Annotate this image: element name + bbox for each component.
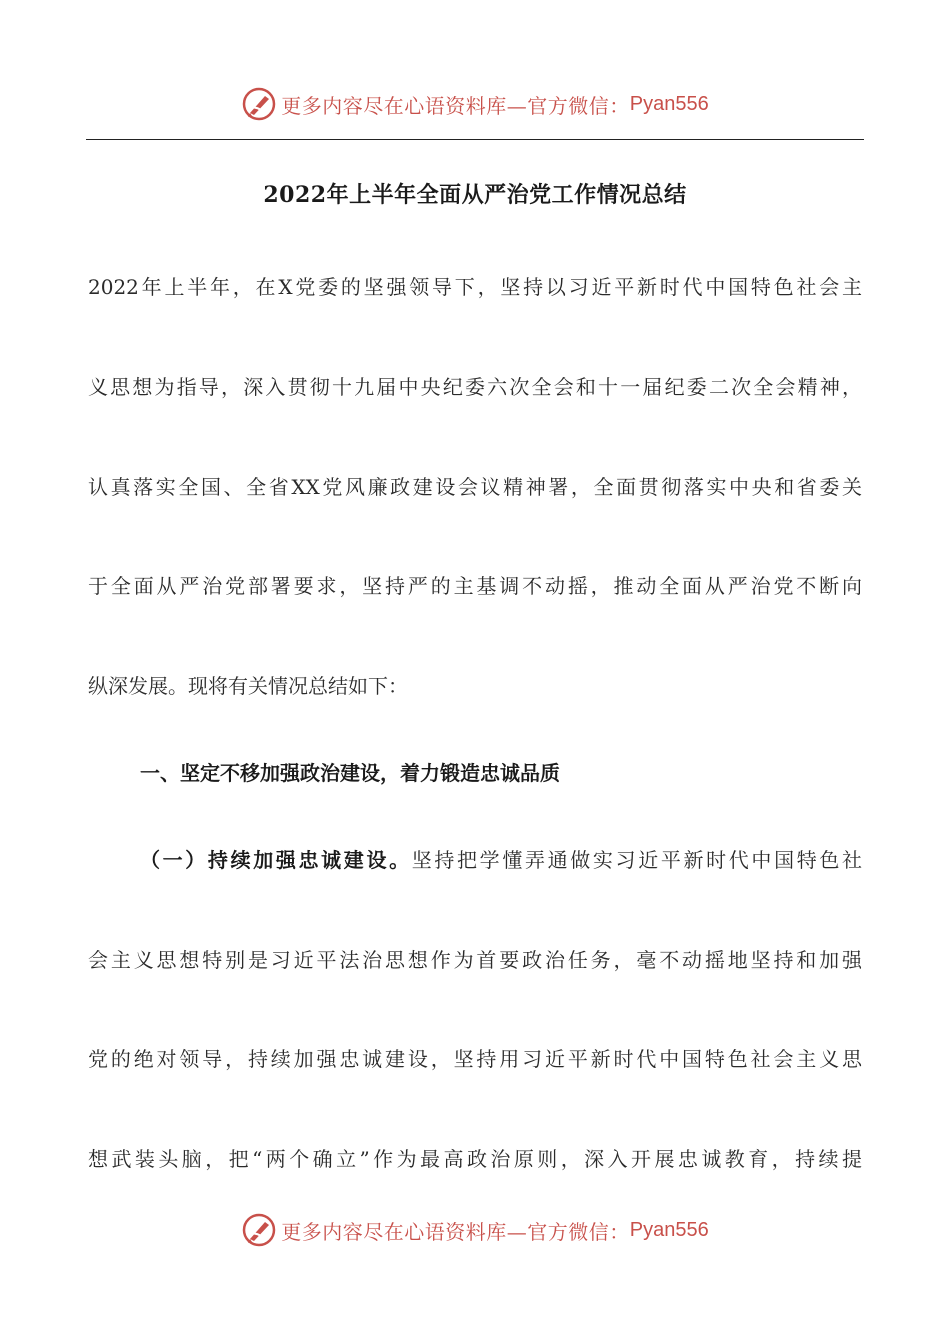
- paragraph-line: 想武装头脑，把“两个确立”作为最高政治原则，深入开展忠诚教育，持续提: [88, 1147, 862, 1171]
- paragraph-line: 义思想为指导，深入贯彻十九届中央纪委六次全会和十一届纪委二次全会精神，: [88, 375, 862, 399]
- section-heading: 一、坚定不移加强政治建设，着力锻造忠诚品质: [140, 761, 560, 785]
- footer-watermark: [0, 1208, 950, 1252]
- paragraph-line: 党的绝对领导，持续加强忠诚建设，坚持用习近平新时代中国特色社会主义思: [88, 1047, 862, 1071]
- watermark-id: Pyan556: [629, 92, 709, 115]
- paragraph-line: 会主义思想特别是习近平法治思想作为首要政治任务，毫不动摇地坚持和加强: [88, 948, 862, 972]
- paragraph-line: 认真落实全国、全省XX党风廉政建设会议精神署，全面贯彻落实中央和省委关: [88, 475, 862, 499]
- pen-logo-icon: [241, 1212, 277, 1248]
- header-watermark: [0, 82, 950, 126]
- paragraph-line: 2022年上半年，在X党委的坚强领导下，坚持以习近平新时代中国特色社会主: [88, 275, 862, 299]
- document-title: 2022年上半年全面从严治党工作情况总结: [263, 182, 687, 208]
- paragraph-line: 纵深发展。现将有关情况总结如下：: [88, 674, 408, 698]
- subsection-heading: （一）持续加强忠诚建设。: [140, 848, 412, 872]
- paragraph-line: 于全面从严治党部署要求，坚持严的主基调不动摇，推动全面从严治党不断向: [88, 574, 862, 598]
- pen-logo-icon: [241, 86, 277, 122]
- watermark-text: 更多内容尽在心语资料库—官方微信：: [281, 1219, 630, 1244]
- header-divider: [86, 139, 864, 140]
- watermark-text: 更多内容尽在心语资料库—官方微信：: [281, 93, 630, 118]
- watermark-id: Pyan556: [629, 1218, 709, 1241]
- subsection-text: 坚持把学懂弄通做实习近平新时代中国特色社: [411, 848, 863, 872]
- subsection-first-line: [140, 845, 862, 875]
